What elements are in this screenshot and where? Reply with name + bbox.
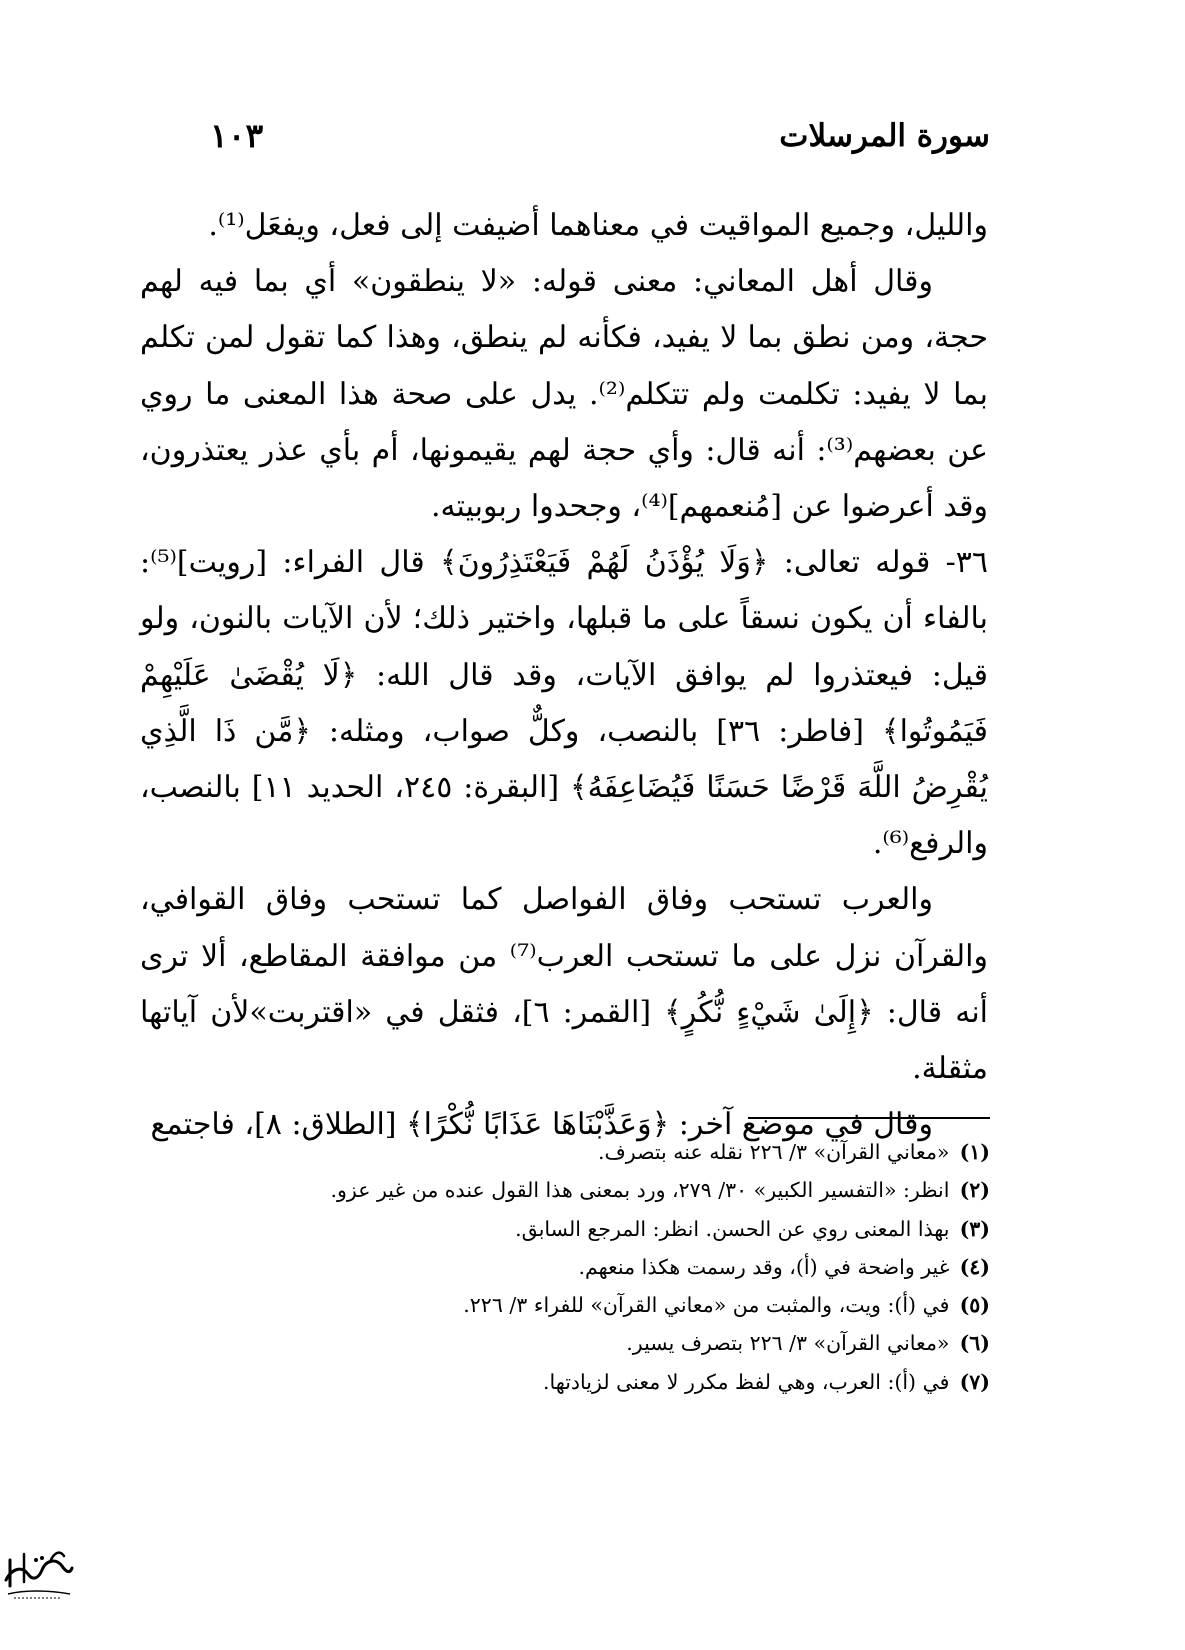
footnote-text: «معاني القرآن» ٣/ ٢٢٦ بتصرف يسير. [626, 1331, 950, 1356]
paragraph: ٣٦- قوله تعالى: ﴿وَلَا يُؤْذَنُ لَهُمْ فَيَعْتَذِرُونَ﴾ قال الفراء: [رويت]⁽⁵⁾: بالفاء أن يكون نسقاً على ما قبلها، واختير ذلك؛ لأن الآيات بالنون، ولو قيل: فيعتذروا لم يوافق الآيات، وقد قال الله: ﴿لَا يُقْضَىٰ عَلَيْهِمْ فَيَمُوتُوا﴾ [فاطر: ٣٦] بالنصب، وكلٌّ صواب، ومثله: ﴿مَّن ذَا الَّذِي يُقْرِضُ اللَّهَ قَرْضًا حَسَنًا فَيُضَاعِفَهُ﴾ [البقرة: ٢٤٥، الحديد ١١] بالنصب، والرفع⁽⁶⁾. [140, 545, 988, 862]
footnote-item [150, 1210, 990, 1248]
calligraphy-logo-icon [0, 1540, 76, 1606]
footnote-number: (١) [959, 1140, 990, 1164]
paragraph: وقال في موضع آخر: ﴿وَعَذَّبْنَاهَا عَذَابًا نُّكْرًا﴾ [الطلاق: ٨]، فاجتمع [150, 1107, 933, 1143]
footnote-text: في (أ): العرب، وهي لفظ مكرر لا معنى لزيادتها. [543, 1369, 950, 1394]
footnote-number: (٣) [959, 1216, 990, 1241]
paragraph: والليل، وجميع المواقيت في معناهما أضيفت إلى فعل، ويفعَل⁽¹⁾. [208, 208, 988, 243]
footnote-item [150, 1363, 990, 1401]
footnote-text: بهذا المعنى روي عن الحسن. انظر: المرجع السابق. [515, 1216, 950, 1241]
footnote-text: انظر: «التفسير الكبير» ٣٠/ ٢٧٩، ورد بمعنى هذا القول عنده من غير عزو. [330, 1178, 950, 1203]
footnote-number: (٢) [959, 1178, 990, 1203]
footnote-number: (٤) [959, 1254, 990, 1279]
footnote-item [150, 1171, 990, 1209]
main-text [140, 198, 988, 1153]
footnote-item [150, 1248, 990, 1286]
footnote-item [150, 1324, 990, 1362]
footnote-text: في (أ): ويت، والمثبت من «معاني القرآن» للفراء ٣/ ٢٢٦. [463, 1293, 950, 1318]
footnote-item [150, 1133, 990, 1171]
footnote-number: (٧) [959, 1369, 990, 1394]
page-header [150, 118, 990, 162]
footnote-item [150, 1286, 990, 1324]
page-number: ١٠٣ [210, 116, 264, 155]
footnote-text: «معاني القرآن» ٣/ ٢٢٦ نقله عنه بتصرف. [598, 1140, 950, 1164]
footnote-number: (٦) [959, 1331, 990, 1356]
footnotes [150, 1133, 990, 1401]
footnote-number: (٥) [959, 1293, 990, 1318]
footnote-text: غير واضحة في (أ)، وقد رسمت هكذا منعهم. [578, 1254, 950, 1279]
surah-title: سورة المرسلات [779, 118, 990, 154]
footnote-divider [748, 1117, 990, 1119]
paragraph: والعرب تستحب وفاق الفواصل كما تستحب وفاق القوافي، والقرآن نزل على ما تستحب العرب⁽⁷⁾ من موافقة المقاطع، ألا ترى أنه قال: ﴿إِلَىٰ شَيْءٍ نُّكُرٍ﴾ [القمر: ٦]، فثقل في «اقتربت»لأن آياتها مثقلة. [140, 882, 988, 1087]
paragraph: وقال أهل المعاني: معنى قوله: «لا ينطقون» أي بما فيه لهم حجة، ومن نطق بما لا يفيد، فكأنه لم ينطق، وهذا كما تقول لمن تكلم بما لا يفيد: تكلمت ولم تتكلم⁽²⁾. يدل على صحة هذا المعنى ما روي عن بعضهم⁽³⁾: أنه قال: وأي حجة لهم يقيمونها، أم بأي عذر يعتذرون، وقد أعرضوا عن [مُنعمهم]⁽⁴⁾، وجحدوا ربوبيته. [140, 264, 988, 525]
